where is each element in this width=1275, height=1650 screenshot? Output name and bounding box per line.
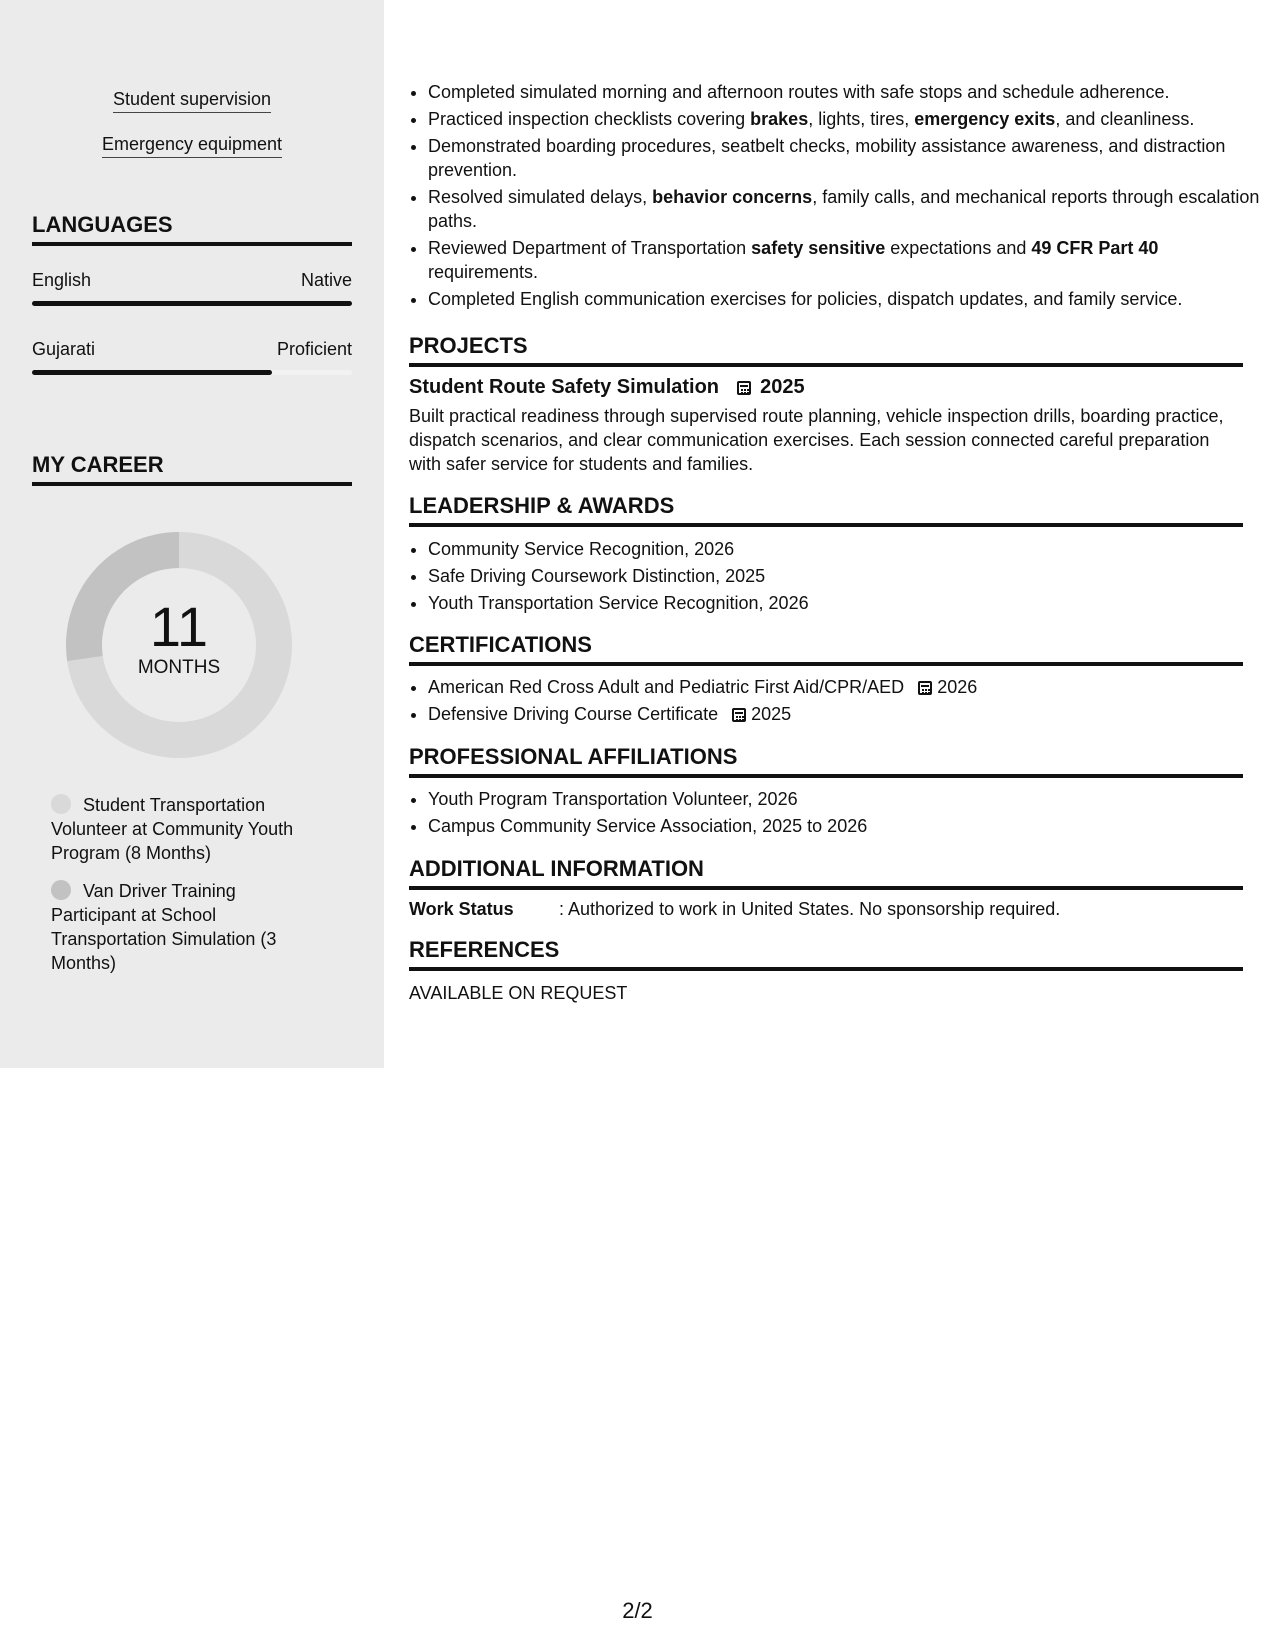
experience-item: • Completed simulated morning and afternoon routes with safe stops and schedule adherence. (428, 80, 1262, 104)
awards-list (409, 537, 1262, 618)
language-row (32, 338, 352, 360)
career-donut (66, 532, 292, 758)
skill-item: Student supervision (0, 88, 384, 113)
language-bar-fill (32, 370, 272, 375)
languages-heading: LANGUAGES (32, 212, 352, 246)
award-item: • Youth Transportation Service Recognition, 2026 (428, 591, 1262, 615)
award-item: • Safe Driving Coursework Distinction, 2025 (428, 564, 1262, 588)
references-heading: REFERENCES (409, 937, 1243, 971)
experience-item: • Practiced inspection checklists covering brakes, lights, tires, emergency exits, and cleanliness. (428, 107, 1262, 131)
project-description: Built practical readiness through supervised route planning, vehicle inspection drills, boarding practice, dispatch scenarios, and clear communication exercises. Each session connected careful preparation with safer service for students and families. (409, 406, 1224, 474)
calendar-icon (737, 381, 751, 395)
experience-item: • Resolved simulated delays, behavior concerns, family calls, and mechanical reports through escalation paths. (428, 185, 1262, 233)
additional-info-heading: ADDITIONAL INFORMATION (409, 856, 1243, 890)
career-legend-dot (51, 794, 71, 814)
career-heading: MY CAREER (32, 452, 352, 486)
career-donut-center (66, 532, 292, 758)
career-item-text: Student Transportation Volunteer at Community Youth Program (8 Months) (51, 795, 294, 863)
skill-item: Emergency equipment (0, 133, 384, 158)
project-title: Student Route Safety Simulation (409, 376, 720, 398)
project-year: 2025 (760, 376, 805, 398)
projects-heading: PROJECTS (409, 333, 1243, 367)
career-total-unit: MONTHS (137, 657, 221, 678)
language-bar-fill (32, 301, 352, 306)
project-title-row (409, 374, 1243, 400)
calendar-icon (732, 708, 746, 722)
language-level: Native (300, 270, 352, 290)
certification-item (428, 702, 1262, 726)
experience-item: • Completed English communication exercises for policies, dispatch updates, and family service. (428, 287, 1262, 311)
experience-list (409, 80, 1262, 314)
certifications-list (409, 675, 1262, 729)
certifications-heading: CERTIFICATIONS (409, 632, 1243, 666)
language-bar (32, 301, 352, 306)
career-item-text: Van Driver Training Participant at School Transportation Simulation (3 Months) (51, 881, 277, 973)
experience-item: • Demonstrated boarding procedures, seatbelt checks, mobility assistance awareness, and distraction prevention. (428, 134, 1262, 182)
page-number: 2/2 (622, 1598, 653, 1623)
language-level: Proficient (276, 339, 352, 359)
awards-heading: LEADERSHIP & AWARDS (409, 493, 1243, 527)
certification-name: Defensive Driving Course Certificate (428, 704, 719, 724)
award-item: • Community Service Recognition, 2026 (428, 537, 1262, 561)
career-total-value: 11 (149, 595, 209, 658)
calendar-icon (918, 681, 932, 695)
affiliation-item: • Campus Community Service Association, 2025 to 2026 (428, 814, 1262, 838)
work-status-value: : Authorized to work in United States. No sponsorship required. (559, 899, 1061, 919)
affiliations-list (409, 787, 1262, 841)
career-legend-dot (51, 880, 71, 900)
certification-year: 2025 (751, 704, 792, 724)
career-item (51, 879, 321, 975)
certification-name: American Red Cross Adult and Pediatric First Aid/CPR/AED (428, 677, 905, 697)
certification-item (428, 675, 1262, 699)
language-name: Gujarati (32, 339, 96, 359)
language-name: English (32, 270, 92, 290)
experience-item: • Reviewed Department of Transportation safety sensitive expectations and 49 CFR Part 40 requirements. (428, 236, 1262, 284)
language-row (32, 269, 352, 291)
career-item (51, 793, 321, 865)
certification-year: 2026 (937, 677, 978, 697)
affiliations-heading: PROFESSIONAL AFFILIATIONS (409, 744, 1243, 778)
references-text: AVAILABLE ON REQUEST (409, 983, 628, 1003)
affiliation-item: • Youth Program Transportation Volunteer, 2026 (428, 787, 1262, 811)
language-bar (32, 370, 352, 375)
work-status-row (409, 897, 1243, 921)
work-status-label: Work Status (409, 899, 514, 919)
